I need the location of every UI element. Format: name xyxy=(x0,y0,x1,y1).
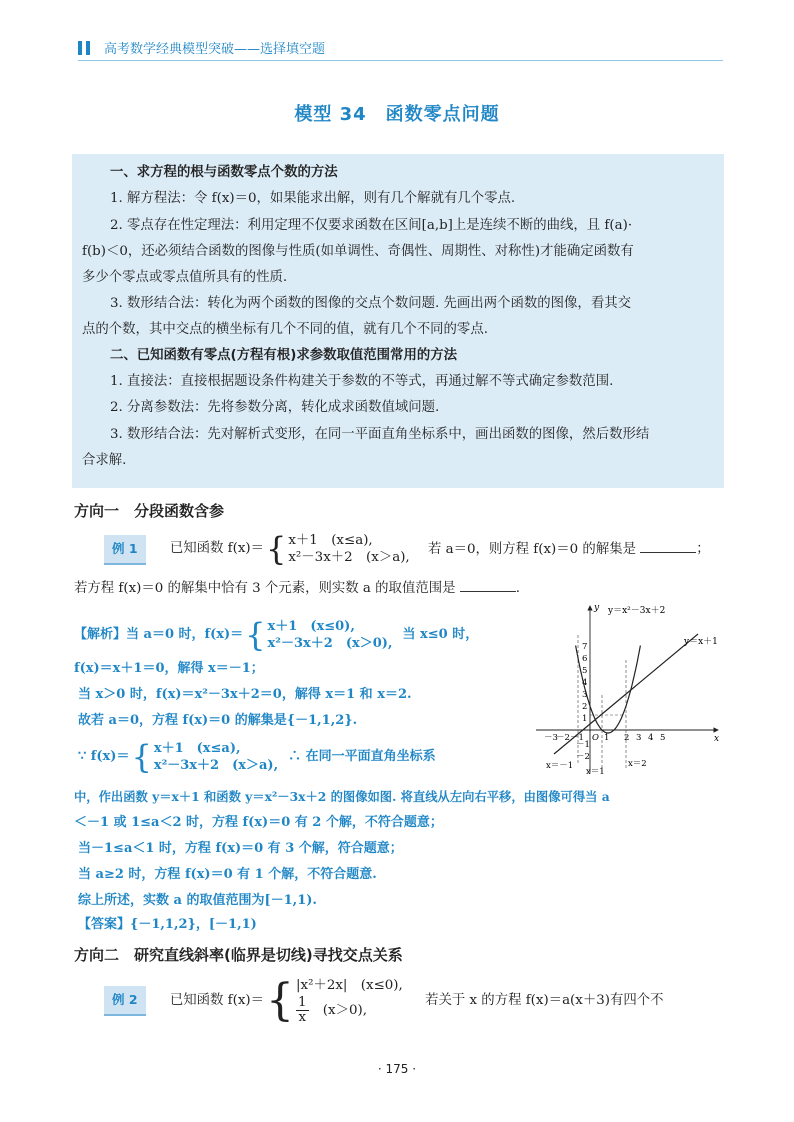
solution-line-5: ∵ f(x)＝ { x＋1 (x≤a), x²－3x＋2 (x＞a), ∴ 在同一平面直角坐标系 xyxy=(78,738,436,776)
line-label: y＝x＋1 xyxy=(684,637,718,647)
svg-text:1: 1 xyxy=(604,733,610,743)
svg-text:6: 6 xyxy=(582,654,588,664)
header-rule xyxy=(78,60,723,61)
section-heading-1: 方向一 分段函数含参 xyxy=(74,502,225,520)
running-header: 高考数学经典模型突破——选择填空题 xyxy=(104,42,326,57)
y-axis-label: y xyxy=(594,603,600,613)
function-graph xyxy=(532,600,724,780)
svg-text:－2: －2 xyxy=(556,733,570,743)
svg-text:4: 4 xyxy=(648,733,654,743)
svg-text:－1: －1 xyxy=(570,733,584,743)
example-2-statement: 例 2 已知函数 f(x)＝ { |x²＋2x| (x≤0), $\frac{1}{x}$ (x＞0), 若关于 x 的方程 f(x)＝a(x＋3)有四个不 xyxy=(104,976,664,1025)
svg-text:O: O xyxy=(592,733,599,743)
vertical-label-x-neg1: x＝－1 xyxy=(546,761,574,771)
svg-text:2: 2 xyxy=(624,733,630,743)
summary-line: f(b)＜0，还必须结合函数的图像与性质(如单调性、奇偶性、周期性、对称性)才能确定函数有 xyxy=(82,244,634,259)
answer-blank-2[interactable] xyxy=(460,579,516,592)
summary-heading-1: 一、求方程的根与函数零点个数的方法 xyxy=(110,165,338,180)
svg-text:1: 1 xyxy=(582,714,588,724)
method-summary-box xyxy=(72,154,724,488)
piecewise-function: 已知函数 f(x)＝ { x＋1 (x≤a), x²－3x＋2 (x＞a), xyxy=(169,530,410,568)
page-number: · 175 · xyxy=(377,1062,417,1076)
solution-line: 当－1≤a＜1 时，方程 f(x)＝0 有 3 个解，符合题意； xyxy=(78,841,403,856)
svg-text:3: 3 xyxy=(636,733,642,743)
summary-line: 1. 解方程法：令 f(x)＝0，如果能求出解，则有几个解就有几个零点. xyxy=(110,191,516,206)
svg-text:－2: －2 xyxy=(576,752,590,762)
example-1-line-2: 若方程 f(x)＝0 的解集中恰有 3 个元素，则实数 a 的取值范围是 . xyxy=(74,581,521,596)
piecewise-function-2: 已知函数 f(x)＝ { |x²＋2x| (x≤0), $\frac{1}{x}$ (x＞0), xyxy=(169,974,403,1026)
summary-line: 2. 分离参数法：先将参数分离，转化成求函数值域问题. xyxy=(110,400,440,415)
x-axis-label: x xyxy=(714,734,720,744)
summary-line: 1. 直接法：直接根据题设条件构建关于参数的不等式，再通过解不等式确定参数范围. xyxy=(110,374,614,389)
svg-text:－3: －3 xyxy=(544,733,558,743)
summary-heading-2: 二、已知函数有零点(方程有根)求参数取值范围常用的方法 xyxy=(110,348,458,363)
vertical-label-x-1: x＝1 xyxy=(586,767,605,777)
summary-line: 点的个数，其中交点的横坐标有几个不同的值，就有几个不同的零点. xyxy=(82,322,488,337)
summary-line: 3. 数形结合法：转化为两个函数的图像的交点个数问题. 先画出两个函数的图像，看其交 xyxy=(110,296,631,311)
example-1-statement: 例 1 已知函数 f(x)＝ { x＋1 (x≤a), x²－3x＋2 (x＞a), 若 a＝0，则方程 f(x)＝0 的解集是 ； xyxy=(104,532,710,566)
solution-line: 当 a≥2 时，方程 f(x)＝0 有 1 个解，不符合题意. xyxy=(78,867,377,882)
solution-line-1: 【解析】当 a＝0 时，f(x)＝ { x＋1 (x≤0), x²－3x＋2 (x＞0), 当 x≤0 时， xyxy=(74,616,479,654)
svg-text:7: 7 xyxy=(582,642,588,652)
solution-line: 故若 a＝0，方程 f(x)＝0 的解集是{－1,1,2}. xyxy=(78,713,358,728)
section-heading-2: 方向二 研究直线斜率(临界是切线)寻找交点关系 xyxy=(74,946,403,964)
summary-line: 合求解. xyxy=(82,453,127,468)
svg-text:－1: －1 xyxy=(576,740,590,750)
x-tick-labels xyxy=(544,733,665,743)
summary-line: 3. 数形结合法：先对解析式变形，在同一平面直角坐标系中，画出函数的图像，然后数形结 xyxy=(110,427,650,442)
page-title: 模型 34 函数零点问题 xyxy=(294,104,500,125)
example-1-label: 例 1 xyxy=(104,535,146,565)
curve-label: y＝x²－3x＋2 xyxy=(608,606,666,616)
solution-line: 当 x＞0 时，f(x)＝x²－3x＋2＝0，解得 x＝1 和 x＝2. xyxy=(78,687,412,702)
solution-line: 综上所述，实数 a 的取值范围为[－1,1). xyxy=(78,893,317,908)
vertical-label-x-2: x＝2 xyxy=(628,759,647,769)
svg-text:5: 5 xyxy=(582,666,588,676)
solution-line: f(x)＝x＋1＝0，解得 x＝－1； xyxy=(74,661,264,676)
svg-text:2: 2 xyxy=(582,702,588,712)
summary-line: 多少个零点或零点值所具有的性质. xyxy=(82,270,288,285)
svg-text:4: 4 xyxy=(582,678,588,688)
example-2-label: 例 2 xyxy=(104,986,146,1016)
solution-line: 中，作出函数 y＝x＋1 和函数 y＝x²－3x＋2 的图像如图. 将直线从左向右平移，由图像可得当 a xyxy=(74,789,610,804)
svg-text:5: 5 xyxy=(660,733,666,743)
answer-line: 【答案】{－1,1,2}，[－1,1) xyxy=(78,917,257,932)
solution-line: ＜－1 或 1≤a＜2 时，方程 f(x)＝0 有 2 个解，不符合题意； xyxy=(74,815,443,830)
svg-text:3: 3 xyxy=(582,690,588,700)
answer-blank-1[interactable] xyxy=(640,540,696,553)
summary-line: 2. 零点存在性定理法：利用定理不仅要求函数在区间[a,b]上是连续不断的曲线，且 f(a)· xyxy=(110,218,633,233)
header-bars xyxy=(78,40,94,59)
